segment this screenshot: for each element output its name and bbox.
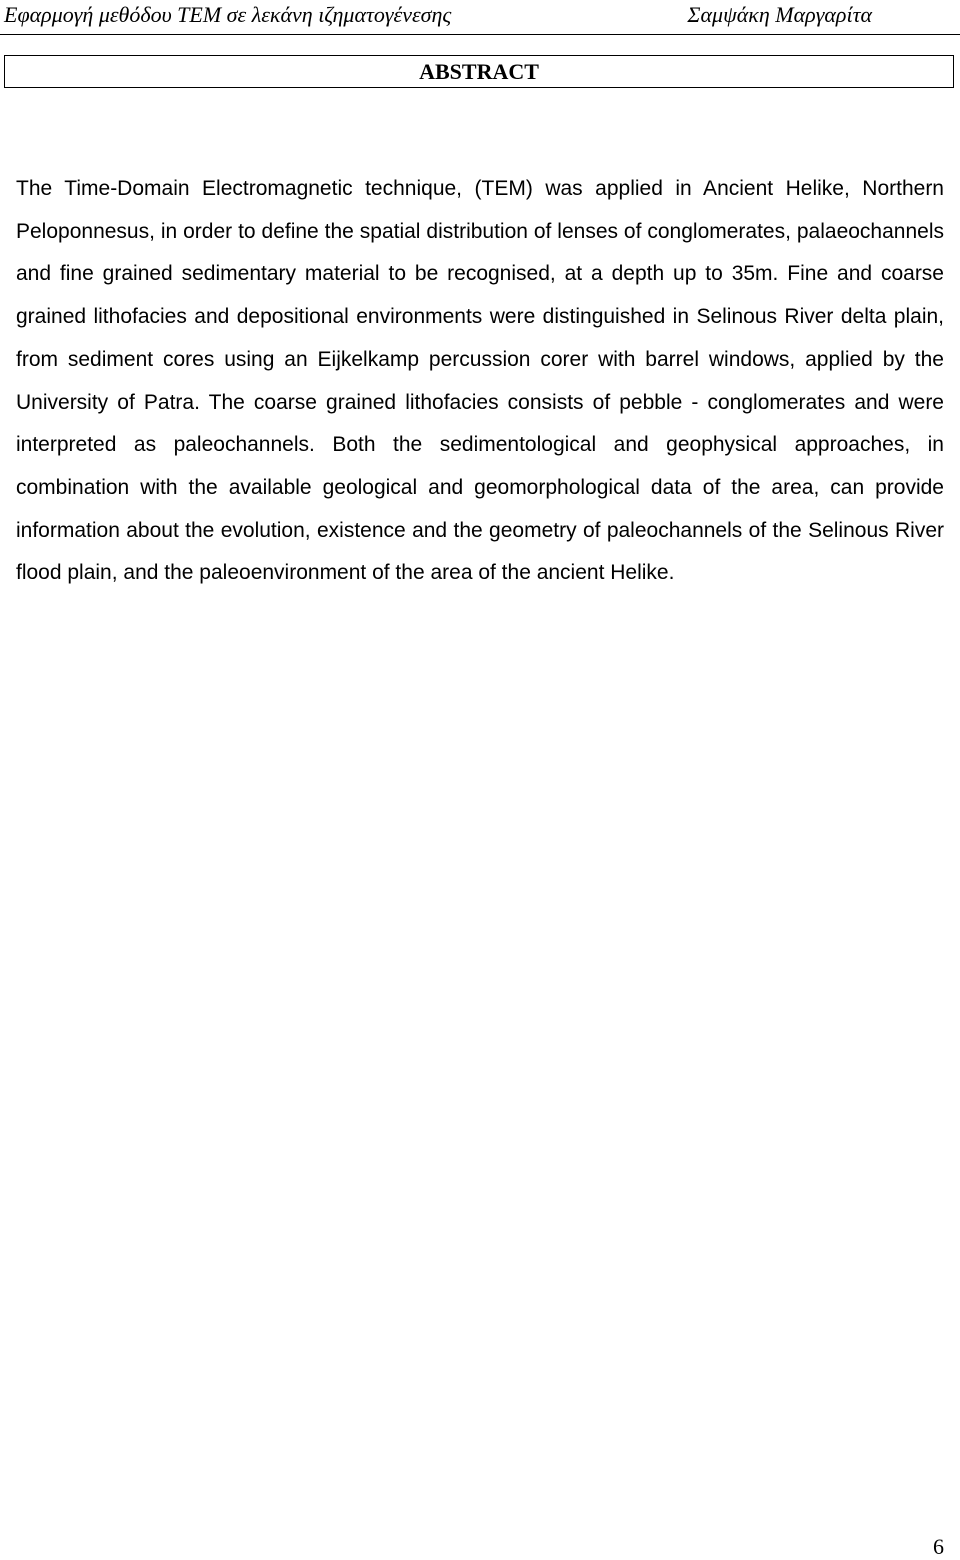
header-rule	[0, 34, 960, 35]
running-header	[0, 0, 960, 44]
abstract-paragraph: The Time-Domain Electromagnetic technique, (TEM) was applied in Ancient Helike, Northern Peloponnesus, in order to define the spatial distribution of lenses of conglomerates, palaeochannels and fine grained sedimentary material to be recognised, at a depth up to 35m. Fine and coarse grained lithofacies and depositional environments were distinguished in Selinous River delta plain, from sediment cores using an Eijkelkamp percussion corer with barrel windows, applied by the University of Patra. The coarse grained lithofacies consists of pebble - conglomerates and were interpreted as paleochannels. Both the sedimentological and geophysical approaches, in combination with the available geological and geomorphological data of the area, can provide information about the evolution, existence and the geometry of paleochannels of the Selinous River flood plain, and the paleoenvironment of the area of the ancient Helike.	[16, 177, 944, 585]
section-title: ABSTRACT	[4, 55, 954, 88]
header-document-title: Εφαρμογή μεθόδου ΤΕΜ σε λεκάνη ιζηματογένεσης	[4, 2, 452, 27]
header-author: Σαμψάκη Μαργαρίτα	[687, 2, 872, 27]
page-number: 6	[933, 1534, 944, 1559]
